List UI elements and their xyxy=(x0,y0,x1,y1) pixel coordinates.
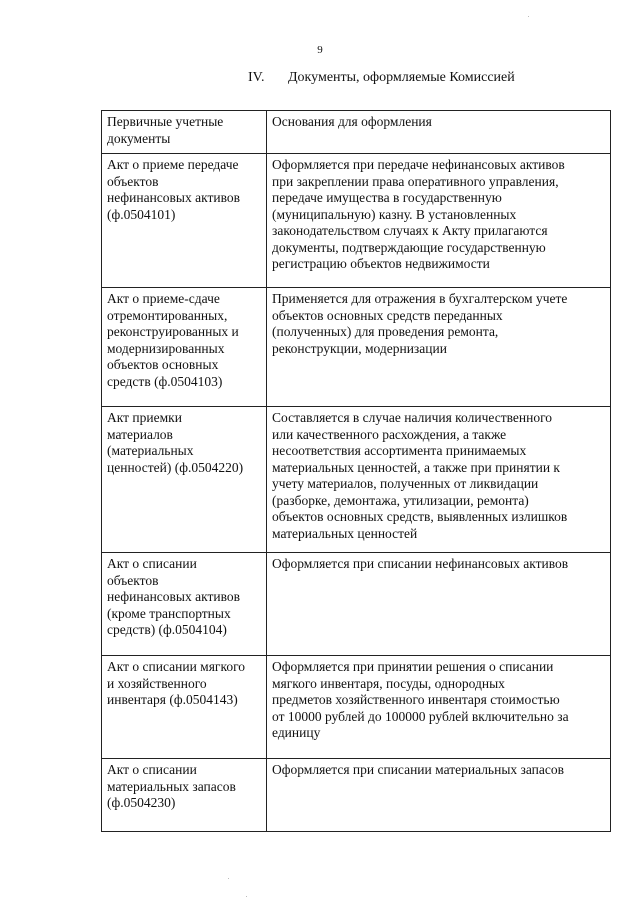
scan-speck xyxy=(246,896,247,897)
section-number: IV. xyxy=(248,70,265,85)
documents-table xyxy=(101,110,611,832)
table-header-row xyxy=(102,111,611,154)
section-heading xyxy=(248,70,515,86)
header-primary-documents: Первичные учетные документы xyxy=(102,111,267,154)
page-number: 9 xyxy=(317,44,323,56)
row-basis: Оформляется при передаче нефинансовых активов при закреплении права оперативного управления, передаче имущества в государственную (муниципальную) казну. В установленных законодательством случаях к Акту прилагаются документы, подтверждающие государственную регистрацию объектов недвижимости xyxy=(267,154,611,288)
header-basis: Основания для оформления xyxy=(267,111,611,154)
scan-speck xyxy=(528,16,529,17)
row-basis: Оформляется при списании нефинансовых активов xyxy=(267,553,611,656)
table-row xyxy=(102,288,611,407)
row-basis: Применяется для отражения в бухгалтерском учете объектов основных средств переданных (полученных) для проведения ремонта, реконструкции, модернизации xyxy=(267,288,611,407)
row-document-name: Акт о приеме-сдаче отремонтированных, реконструированных и модернизированных объектов основных средств (ф.0504103) xyxy=(102,288,267,407)
row-document-name: Акт о списании объектов нефинансовых активов (кроме транспортных средств) (ф.0504104) xyxy=(102,553,267,656)
table-row xyxy=(102,154,611,288)
row-document-name: Акт о приеме передаче объектов нефинансовых активов (ф.0504101) xyxy=(102,154,267,288)
row-document-name: Акт о списании мягкого и хозяйственного инвентаря (ф.0504143) xyxy=(102,656,267,759)
table-row xyxy=(102,759,611,832)
table-row xyxy=(102,553,611,656)
row-basis: Составляется в случае наличия количественного или качественного расхождения, а также несоответствия ассортимента принимаемых материальных ценностей, а также при принятии к учету материалов, полученных от ликвидации (разборке, демонтажа, утилизации, ремонта) объектов основных средств, выявленных излишков материальных ценностей xyxy=(267,407,611,553)
table-row xyxy=(102,407,611,553)
row-document-name: Акт о списании материальных запасов (ф.0504230) xyxy=(102,759,267,832)
row-basis: Оформляется при принятии решения о списании мягкого инвентаря, посуды, однородных предметов хозяйственного инвентаря стоимостью от 10000 рублей до 100000 рублей включительно за единицу xyxy=(267,656,611,759)
row-basis: Оформляется при списании материальных запасов xyxy=(267,759,611,832)
scan-speck xyxy=(228,878,229,879)
section-title: Документы, оформляемые Комиссией xyxy=(288,70,515,85)
row-document-name: Акт приемки материалов (материальных ценностей) (ф.0504220) xyxy=(102,407,267,553)
table-row xyxy=(102,656,611,759)
